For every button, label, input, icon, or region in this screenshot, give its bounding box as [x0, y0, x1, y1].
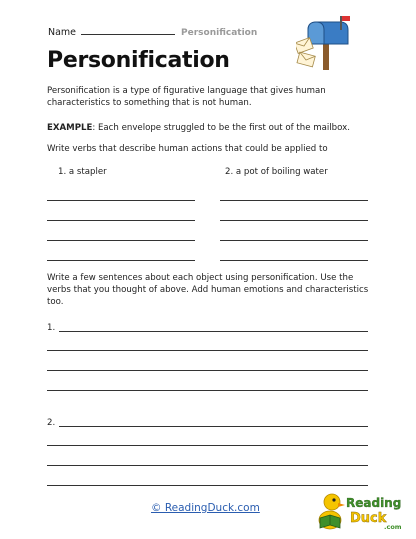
- page-title: Personification: [47, 48, 230, 73]
- verb-line-water[interactable]: [220, 260, 368, 261]
- verb-line-stapler[interactable]: [47, 220, 195, 221]
- sentence-line-2[interactable]: [47, 445, 368, 446]
- logo-word-duck: Duck: [350, 511, 387, 526]
- sentence-line-1[interactable]: [47, 390, 368, 391]
- verb-line-stapler[interactable]: [47, 260, 195, 261]
- verb-line-water[interactable]: [220, 240, 368, 241]
- sentences-prompt: Write a few sentences about each object using personification. Use the verbs that you thought of above. Add human emotions and characteristics too.: [47, 273, 369, 307]
- example-label: EXAMPLE: [47, 123, 93, 133]
- name-field[interactable]: [81, 25, 175, 35]
- footer-link[interactable]: © ReadingDuck.com: [151, 502, 260, 514]
- sentence-line-2[interactable]: [47, 465, 368, 466]
- verb-line-water[interactable]: [220, 220, 368, 221]
- item-stapler: 1. a stapler: [58, 167, 107, 177]
- verb-line-stapler[interactable]: [47, 200, 195, 201]
- reading-duck-logo: [316, 488, 408, 532]
- sentence-line-2[interactable]: [47, 485, 368, 486]
- item-boiling-water: 2. a pot of boiling water: [225, 167, 328, 177]
- definition-text: Personification is a type of figurative language that gives human characteristics to something that is not human.: [47, 86, 326, 108]
- example-text: [47, 122, 350, 134]
- number-1: 1.: [47, 323, 56, 333]
- logo-word-com: .com: [384, 523, 402, 531]
- sentence-line-1[interactable]: [47, 350, 368, 351]
- sheet-label: Personification: [181, 28, 258, 38]
- sentence-line-1[interactable]: [47, 370, 368, 371]
- name-label: Name: [48, 27, 77, 38]
- verbs-prompt: Write verbs that describe human actions that could be applied to: [47, 144, 328, 154]
- verb-line-water[interactable]: [220, 200, 368, 201]
- sentence-line-1[interactable]: [59, 331, 368, 332]
- name-row: [48, 25, 257, 38]
- mailbox-illustration-icon: [296, 16, 356, 72]
- sentence-line-2[interactable]: [59, 426, 368, 427]
- logo-word-reading: Reading: [346, 496, 402, 510]
- verb-line-stapler[interactable]: [47, 240, 195, 241]
- example-sentence: : Each envelope struggled to be the first out of the mailbox.: [92, 123, 350, 133]
- number-2: 2.: [47, 418, 56, 428]
